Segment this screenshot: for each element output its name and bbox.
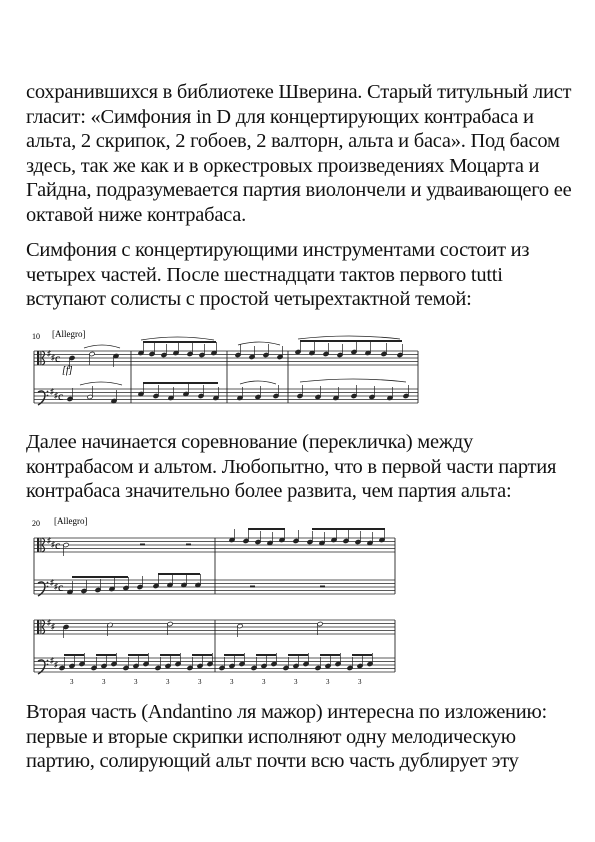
triplet-mark: 3 (262, 678, 266, 685)
tempo-marking: [Allegro] (52, 329, 86, 339)
sharp-icon: ♯ (50, 578, 54, 587)
text-line: альта, 2 скрипок, 2 гобоев, 2 валторн, альта и баса». Под басом (26, 130, 560, 152)
triplet-mark: 3 (294, 678, 298, 685)
text-line: Вторая часть (Andantino ля мажор) интересна по изложению: (26, 701, 548, 723)
bass-clef-icon (47, 664, 49, 666)
common-time-icon: c (55, 351, 61, 365)
bass-clef-icon (47, 395, 49, 397)
triplet-mark: 3 (134, 678, 138, 685)
text-line: здесь, так же как и в оркестровых произведениях Моцарта и (26, 154, 540, 177)
sharp-icon: ♯ (47, 536, 51, 545)
paragraph-2 (26, 238, 578, 312)
slur (298, 336, 400, 339)
paragraph-3 (26, 430, 578, 504)
text-line: Гайдна, подразумевается партия виолончели и удваивающего ее (26, 179, 572, 201)
triplet-mark: 3 (230, 678, 234, 685)
text-line: первые и вторые скрипки исполняют одну мелодическую (26, 725, 516, 748)
sharp-icon: ♯ (51, 540, 55, 549)
rest-icon (186, 544, 191, 546)
sharp-icon: ♯ (54, 582, 58, 591)
triplet-mark: 3 (70, 678, 74, 685)
sharp-icon: ♯ (51, 622, 55, 631)
bass-clef-icon (47, 582, 49, 584)
sharp-icon: ♯ (47, 349, 51, 358)
triplet-mark: 3 (326, 678, 330, 685)
tempo-marking: [Allegro] (54, 516, 88, 526)
common-time-icon: c (55, 538, 61, 552)
sharp-icon: ♯ (50, 656, 54, 665)
text-line: контрабасом и альтом. Любопытно, что в первой части партия (26, 455, 557, 478)
sharp-icon: ♯ (47, 618, 51, 627)
slur (238, 342, 280, 345)
alto-clef-icon (37, 351, 39, 365)
triplet-mark: 3 (102, 678, 106, 685)
slur (240, 381, 276, 384)
text-line: контрабаса значительно более развита, чем партия альта: (26, 480, 512, 502)
text-line: Симфония с концертирующими инструментами состоит из (26, 239, 530, 261)
triplet-mark: 3 (166, 678, 170, 685)
sharp-icon: ♯ (50, 387, 54, 396)
alto-clef-icon (37, 620, 39, 634)
text-line: Далее начинается соревнование (перекличка) между (26, 431, 473, 453)
sharp-icon: ♯ (54, 660, 58, 669)
slur (141, 337, 214, 340)
slur (80, 382, 122, 385)
sharp-icon: ♯ (54, 391, 58, 400)
text-line: партию, солирующий альт почти всю часть дублирует эту (26, 750, 519, 772)
alto-clef-icon (37, 538, 39, 552)
slur (84, 345, 120, 348)
staff-system (34, 536, 395, 674)
music-example-1 (0, 325, 595, 415)
triplet-mark: 3 (358, 678, 362, 685)
slur (300, 379, 406, 382)
bass-clef-icon (47, 660, 49, 662)
measure-number: 10 (32, 332, 40, 341)
text-line: вступают солисты с простой четырехтактной темой: (26, 288, 472, 310)
rest-icon (250, 586, 255, 588)
bass-clef-icon (47, 391, 49, 393)
paragraph-1 (26, 80, 578, 227)
music-example-2 (0, 510, 595, 685)
bass-clef-icon (47, 586, 49, 588)
rest-icon (140, 544, 145, 546)
paragraph-4 (26, 700, 578, 774)
rest-icon (320, 586, 325, 588)
notes (67, 336, 409, 404)
triplet-mark: 3 (198, 678, 202, 685)
text-line: сохранившихся в библиотеке Шверина. Старый титульный лист (26, 81, 572, 103)
common-time-icon: c (58, 580, 64, 594)
text-line: четырех частей. После шестнадцати тактов первого tutti (26, 263, 503, 286)
text-line: гласит: «Симфония in D для концертирующих контрабаса и (26, 105, 534, 128)
dynamic-marking: [f] (62, 365, 73, 376)
sharp-icon: ♯ (51, 353, 55, 362)
text-line: октавой ниже контрабаса. (26, 203, 246, 226)
measure-number: 20 (32, 519, 40, 528)
common-time-icon: c (58, 389, 64, 403)
